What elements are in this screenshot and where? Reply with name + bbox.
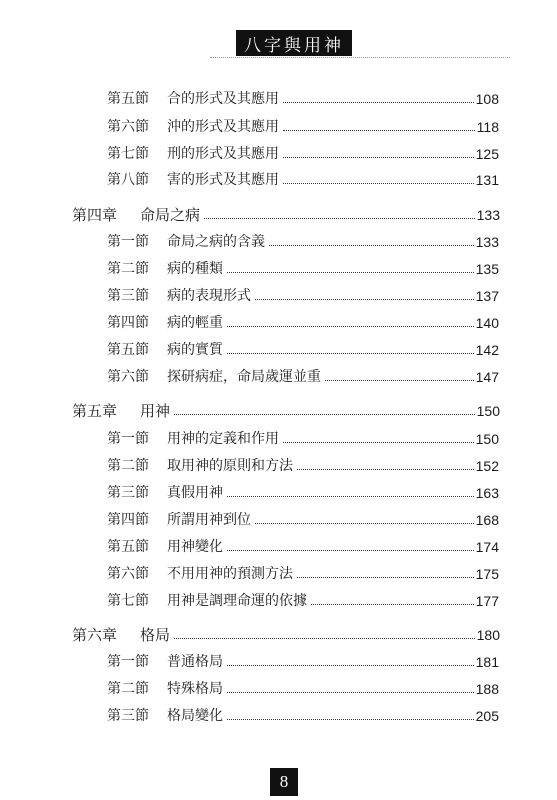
page-ref: 177 — [475, 593, 499, 609]
page-ref: 131 — [475, 172, 499, 188]
dot-leader — [174, 638, 475, 639]
toc-chapter-row — [72, 626, 500, 644]
toc-section-row — [107, 430, 499, 448]
toc-section-row — [107, 457, 499, 475]
page-ref: 125 — [475, 146, 499, 162]
section-title: 所謂用神到位 — [167, 512, 251, 528]
section-title: 探研病症，命局歲運並重 — [167, 369, 321, 385]
section-number: 第三節 — [107, 288, 149, 304]
section-number: 第七節 — [107, 593, 149, 609]
section-title: 取用神的原則和方法 — [167, 458, 293, 474]
section-title: 刑的形式及其應用 — [167, 146, 279, 162]
toc-chapter-row — [72, 402, 500, 420]
toc-section-row — [107, 90, 499, 108]
section-title: 用神變化 — [167, 539, 223, 555]
page-ref: 135 — [475, 261, 499, 277]
section-number: 第六節 — [107, 566, 149, 582]
dot-leader — [283, 183, 474, 184]
toc-section-row — [107, 565, 499, 583]
page-ref: 137 — [475, 288, 499, 304]
section-title: 用神是調理命運的依據 — [167, 593, 307, 609]
toc-section-row — [107, 233, 499, 251]
page-number-box — [270, 768, 298, 796]
page-ref: 152 — [475, 458, 499, 474]
toc-section-row — [107, 538, 499, 556]
toc-section-row — [107, 341, 499, 359]
page-ref: 174 — [475, 539, 499, 555]
page-ref: 205 — [475, 708, 499, 724]
section-title: 普通格局 — [167, 654, 223, 670]
toc-section-row — [107, 707, 499, 725]
toc-section-row — [107, 171, 499, 189]
section-title: 格局變化 — [167, 708, 223, 724]
dot-leader — [227, 496, 474, 497]
toc-section-row — [107, 368, 499, 386]
chapter-title: 用神 — [140, 402, 171, 420]
header-divider — [210, 57, 510, 58]
section-number: 第六節 — [107, 369, 149, 385]
toc-section-row — [107, 653, 499, 671]
toc-section-row — [107, 118, 499, 136]
section-title: 病的種類 — [167, 261, 223, 277]
dot-leader — [227, 550, 474, 551]
dot-leader — [297, 577, 474, 578]
chapter-title: 命局之病 — [140, 206, 201, 224]
dot-leader — [227, 353, 474, 354]
dot-leader — [269, 245, 474, 246]
dot-leader — [204, 218, 475, 219]
page-ref: 188 — [475, 681, 499, 697]
header-title: 八字與用神 — [244, 35, 344, 56]
toc-section-row — [107, 287, 499, 305]
section-number: 第六節 — [107, 119, 149, 135]
section-number: 第一節 — [107, 431, 149, 447]
toc-section-row — [107, 511, 499, 529]
dot-leader — [283, 157, 474, 158]
dot-leader — [255, 299, 474, 300]
section-title: 病的實質 — [167, 342, 223, 358]
chapter-number: 第四章 — [72, 206, 118, 224]
dot-leader — [227, 719, 474, 720]
dot-leader — [227, 326, 474, 327]
section-number: 第三節 — [107, 708, 149, 724]
toc-section-row — [107, 260, 499, 278]
section-title: 命局之病的含義 — [167, 234, 265, 250]
toc-section-row — [107, 680, 499, 698]
page-ref: 150 — [475, 431, 499, 447]
page-ref: 118 — [476, 119, 499, 135]
dot-leader — [283, 130, 475, 131]
section-number: 第二節 — [107, 458, 149, 474]
page-ref: 140 — [475, 315, 499, 331]
dot-leader — [174, 414, 475, 415]
toc-section-row — [107, 145, 499, 163]
section-number: 第一節 — [107, 234, 149, 250]
toc-chapter-row — [72, 206, 500, 224]
page-ref: 175 — [475, 566, 499, 582]
section-number: 第一節 — [107, 654, 149, 670]
section-title: 用神的定義和作用 — [167, 431, 279, 447]
section-title: 病的表現形式 — [167, 288, 251, 304]
section-title: 合的形式及其應用 — [167, 91, 279, 107]
section-number: 第八節 — [107, 172, 149, 188]
toc-section-row — [107, 314, 499, 332]
dot-leader — [227, 272, 474, 273]
section-number: 第四節 — [107, 315, 149, 331]
section-number: 第二節 — [107, 681, 149, 697]
chapter-number: 第五章 — [72, 402, 118, 420]
section-title: 特殊格局 — [167, 681, 223, 697]
section-title: 不用用神的預測方法 — [167, 566, 293, 582]
toc-section-row — [107, 592, 499, 610]
section-title: 病的輕重 — [167, 315, 223, 331]
toc-section-row — [107, 484, 499, 502]
section-title: 害的形式及其應用 — [167, 172, 279, 188]
dot-leader — [255, 523, 474, 524]
page-ref: 108 — [475, 91, 499, 107]
page-ref: 163 — [475, 485, 499, 501]
dot-leader — [297, 469, 474, 470]
dot-leader — [311, 604, 474, 605]
page-number: 8 — [279, 772, 289, 791]
page-ref: 168 — [475, 512, 499, 528]
section-number: 第七節 — [107, 146, 149, 162]
section-title: 真假用神 — [167, 485, 223, 501]
page-ref: 150 — [476, 403, 500, 419]
section-number: 第五節 — [107, 539, 149, 555]
dot-leader — [227, 692, 474, 693]
section-number: 第四節 — [107, 512, 149, 528]
section-number: 第三節 — [107, 485, 149, 501]
section-number: 第五節 — [107, 342, 149, 358]
page-ref: 133 — [476, 207, 500, 223]
dot-leader — [283, 442, 474, 443]
chapter-number: 第六章 — [72, 626, 118, 644]
page-ref: 180 — [476, 627, 500, 643]
chapter-title: 格局 — [140, 626, 171, 644]
section-number: 第二節 — [107, 261, 149, 277]
page-ref: 142 — [475, 342, 499, 358]
section-title: 沖的形式及其應用 — [167, 119, 279, 135]
dot-leader — [283, 102, 474, 103]
dot-leader — [227, 665, 474, 666]
page-ref: 133 — [475, 234, 499, 250]
dot-leader — [325, 380, 474, 381]
section-number: 第五節 — [107, 91, 149, 107]
running-header — [236, 30, 352, 56]
page-ref: 147 — [475, 369, 499, 385]
page-ref: 181 — [475, 654, 499, 670]
